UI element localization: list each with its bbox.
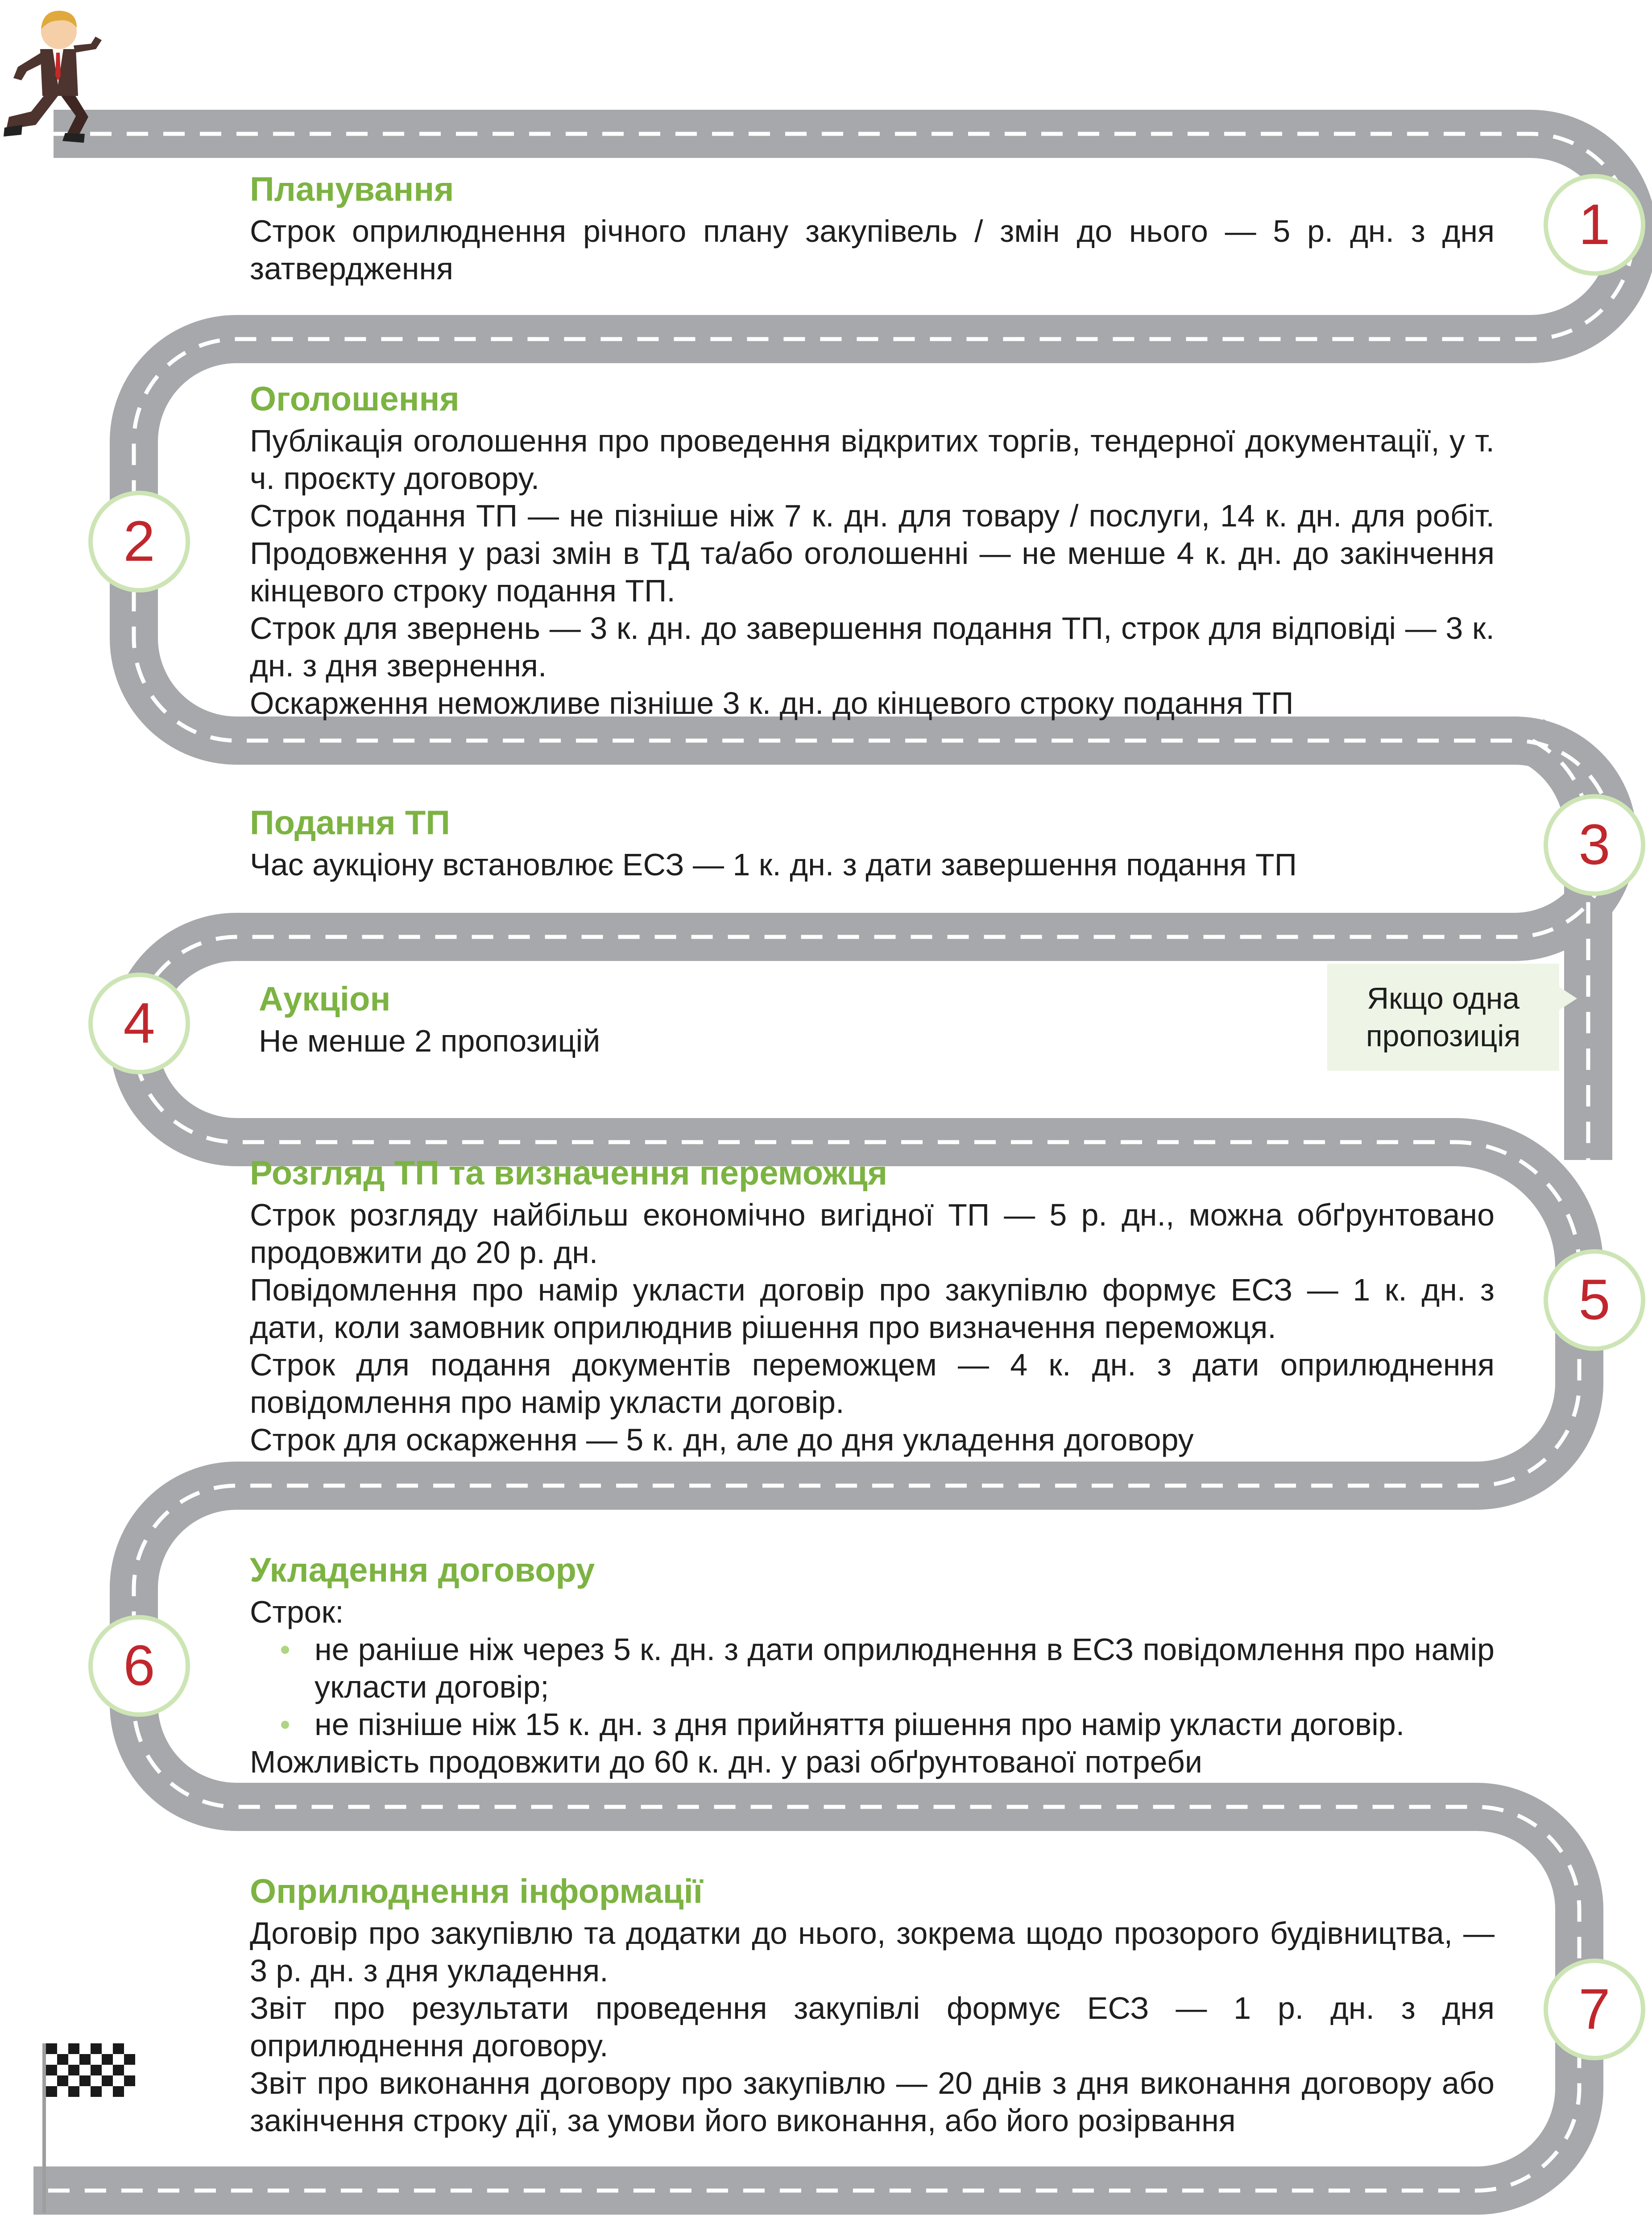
step-title: Розгляд ТП та визначення переможця	[250, 1154, 888, 1192]
step-title: Аукціон	[259, 980, 391, 1018]
step-number-6: 6	[88, 1615, 190, 1717]
step-text: Оскарження неможливе пізніше 3 к. дн. до кінцевого строку подання ТП	[250, 686, 1294, 721]
note-line: пропозиція	[1366, 1019, 1521, 1053]
step-text: Строк оприлюднення річного плану закупівель / змін до нього — 5 р. дн. з дня затвердження	[250, 214, 1495, 286]
step-title: Оголошення	[250, 380, 460, 418]
step-contract	[250, 1550, 1495, 1781]
single-offer-note	[1327, 964, 1559, 1071]
bullet-item: не пізніше ніж 15 к. дн. з дня прийняття рішення про намір укласти договір.	[250, 1706, 1495, 1743]
step-number-5: 5	[1544, 1249, 1645, 1351]
bullet-item: не раніше ніж через 5 к. дн. з дати оприлюднення в ЕСЗ повідомлення про намір укласти договір;	[250, 1631, 1495, 1706]
step-text: Строк для звернень — 3 к. дн. до завершення подання ТП, строк для відповіді — 3 к. дн. з дня звернення.	[250, 611, 1495, 683]
step-title: Планування	[250, 170, 454, 208]
step-text: Строк розгляду найбільш економічно вигідної ТП — 5 р. дн., можна обґрунтовано продовжити до 20 р. дн.	[250, 1197, 1495, 1270]
step-announcement	[250, 379, 1495, 722]
running-man-icon	[0, 0, 107, 147]
step-submission	[250, 803, 1495, 883]
step-number-3: 3	[1544, 794, 1645, 896]
step-title: Подання ТП	[250, 804, 450, 842]
step-evaluation	[250, 1153, 1495, 1458]
step-text: Звіт про результати проведення закупівлі формує ЕСЗ — 1 р. дн. з дня оприлюднення договору.	[250, 1991, 1495, 2063]
step-text: Не менше 2 пропозицій	[259, 1023, 600, 1058]
step-text: Строк для подання документів переможцем — 4 к. дн. з дати оприлюднення повідомлення про намір укласти договір.	[250, 1347, 1495, 1420]
step-text: Час аукціону встановлює ЕСЗ — 1 к. дн. з дати завершення подання ТП	[250, 847, 1297, 882]
step-text: Можливість продовжити до 60 к. дн. у разі обґрунтованої потреби	[250, 1744, 1202, 1779]
step-text: Публікація оголошення про проведення відкритих торгів, тендерної документації, у т. ч. проєкту договору.	[250, 423, 1495, 496]
step-title: Оприлюднення інформації	[250, 1872, 703, 1910]
step-number-4: 4	[88, 973, 190, 1074]
step-auction	[259, 979, 1285, 1060]
step-text: Строк подання ТП — не пізніше ніж 7 к. дн. для товару / послуги, 14 к. дн. для робіт. Продовження у разі змін в ТД та/або оголошенні — не менше 4 к. дн. до закінчення кінцевого строку подання ТП.	[250, 498, 1495, 608]
step-publication	[250, 1872, 1495, 2139]
note-line: Якщо одна	[1366, 982, 1520, 1015]
step-text: Строк:	[250, 1595, 344, 1629]
step-number-2: 2	[88, 491, 190, 592]
step-number-7: 7	[1544, 1959, 1645, 2060]
step-text: Договір про закупівлю та додатки до нього, зокрема щодо прозорого будівництва, — 3 р. дн. з дня укладення.	[250, 1916, 1495, 1988]
step-number-1: 1	[1544, 174, 1645, 276]
step-text: Строк для оскарження — 5 к. дн, але до дня укладення договору	[250, 1422, 1194, 1457]
step-title: Укладення договору	[250, 1551, 595, 1589]
checkered-flag-icon	[38, 2034, 141, 2213]
step-text: Повідомлення про намір укласти договір про закупівлю формує ЕСЗ — 1 к. дн. з дати, коли замовник оприлюднив рішення про визначення переможця.	[250, 1272, 1495, 1345]
step-text: Звіт про виконання договору про закупівлю — 20 днів з дня виконання договору або закінчення строку дії, за умови його виконання, або його розірвання	[250, 2066, 1495, 2138]
step-planning	[250, 170, 1495, 287]
